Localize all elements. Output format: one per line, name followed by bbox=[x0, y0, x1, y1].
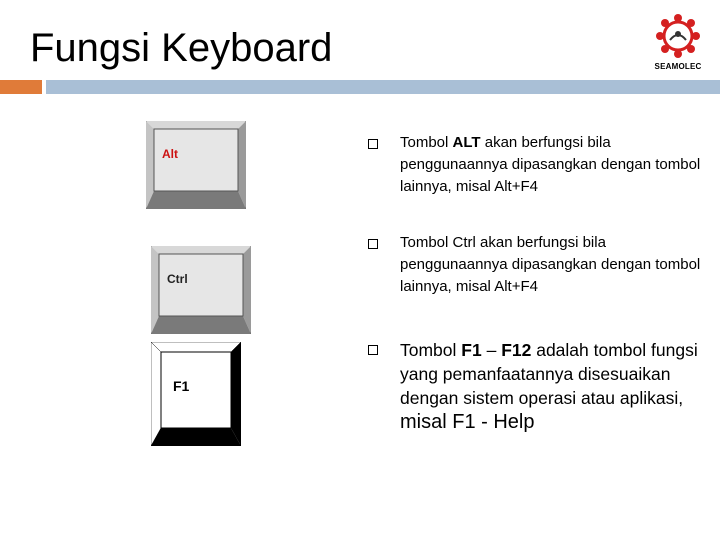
bullet-item-ctrl bbox=[368, 232, 708, 338]
bullet-square-icon bbox=[368, 239, 378, 249]
logo-text: SEAMOLEC bbox=[654, 62, 702, 71]
seamolec-emblem-icon bbox=[648, 12, 708, 62]
alt-key-image bbox=[146, 121, 246, 209]
f1-key-label: F1 bbox=[173, 378, 190, 394]
bullet-text: Tombol bbox=[400, 134, 453, 151]
f1-key-image bbox=[151, 342, 241, 446]
bullet-strong-text: F1 bbox=[461, 340, 482, 360]
bullet-strong-text: F12 bbox=[501, 340, 532, 360]
ctrl-key-label: Ctrl bbox=[167, 272, 188, 286]
ctrl-key-image bbox=[151, 246, 251, 334]
seamolec-logo bbox=[648, 12, 708, 76]
accent-bar-orange bbox=[0, 80, 42, 94]
bullet-text: – bbox=[481, 340, 502, 360]
bullet-square-icon bbox=[368, 345, 378, 355]
bullet-strong-text: ALT bbox=[452, 134, 481, 151]
bullet-item-alt bbox=[368, 132, 708, 232]
bullet-text: Tombol bbox=[400, 340, 462, 360]
accent-bar-blue bbox=[46, 80, 720, 94]
alt-key-label: Alt bbox=[162, 147, 178, 161]
bullet-item-f1 bbox=[368, 338, 708, 434]
slide-title: Fungsi Keyboard bbox=[30, 26, 333, 70]
bullet-text: Tombol Ctrl akan berfungsi bila penggunaannya dipasangkan dengan tombol lainnya, misal Alt+F4 bbox=[400, 234, 701, 295]
bullet-list bbox=[368, 132, 708, 434]
bullet-large-text: misal F1 - Help bbox=[400, 411, 535, 433]
bullet-text: akan berfungsi bila penggunaannya dipasangkan dengan tombol lainnya, misal Alt+F4 bbox=[400, 134, 701, 195]
bullet-text: adalah tombol fungsi yang pemanfaatannya disesuaikan dengan sistem operasi atau aplikasi, bbox=[400, 340, 698, 408]
bullet-square-icon bbox=[368, 139, 378, 149]
